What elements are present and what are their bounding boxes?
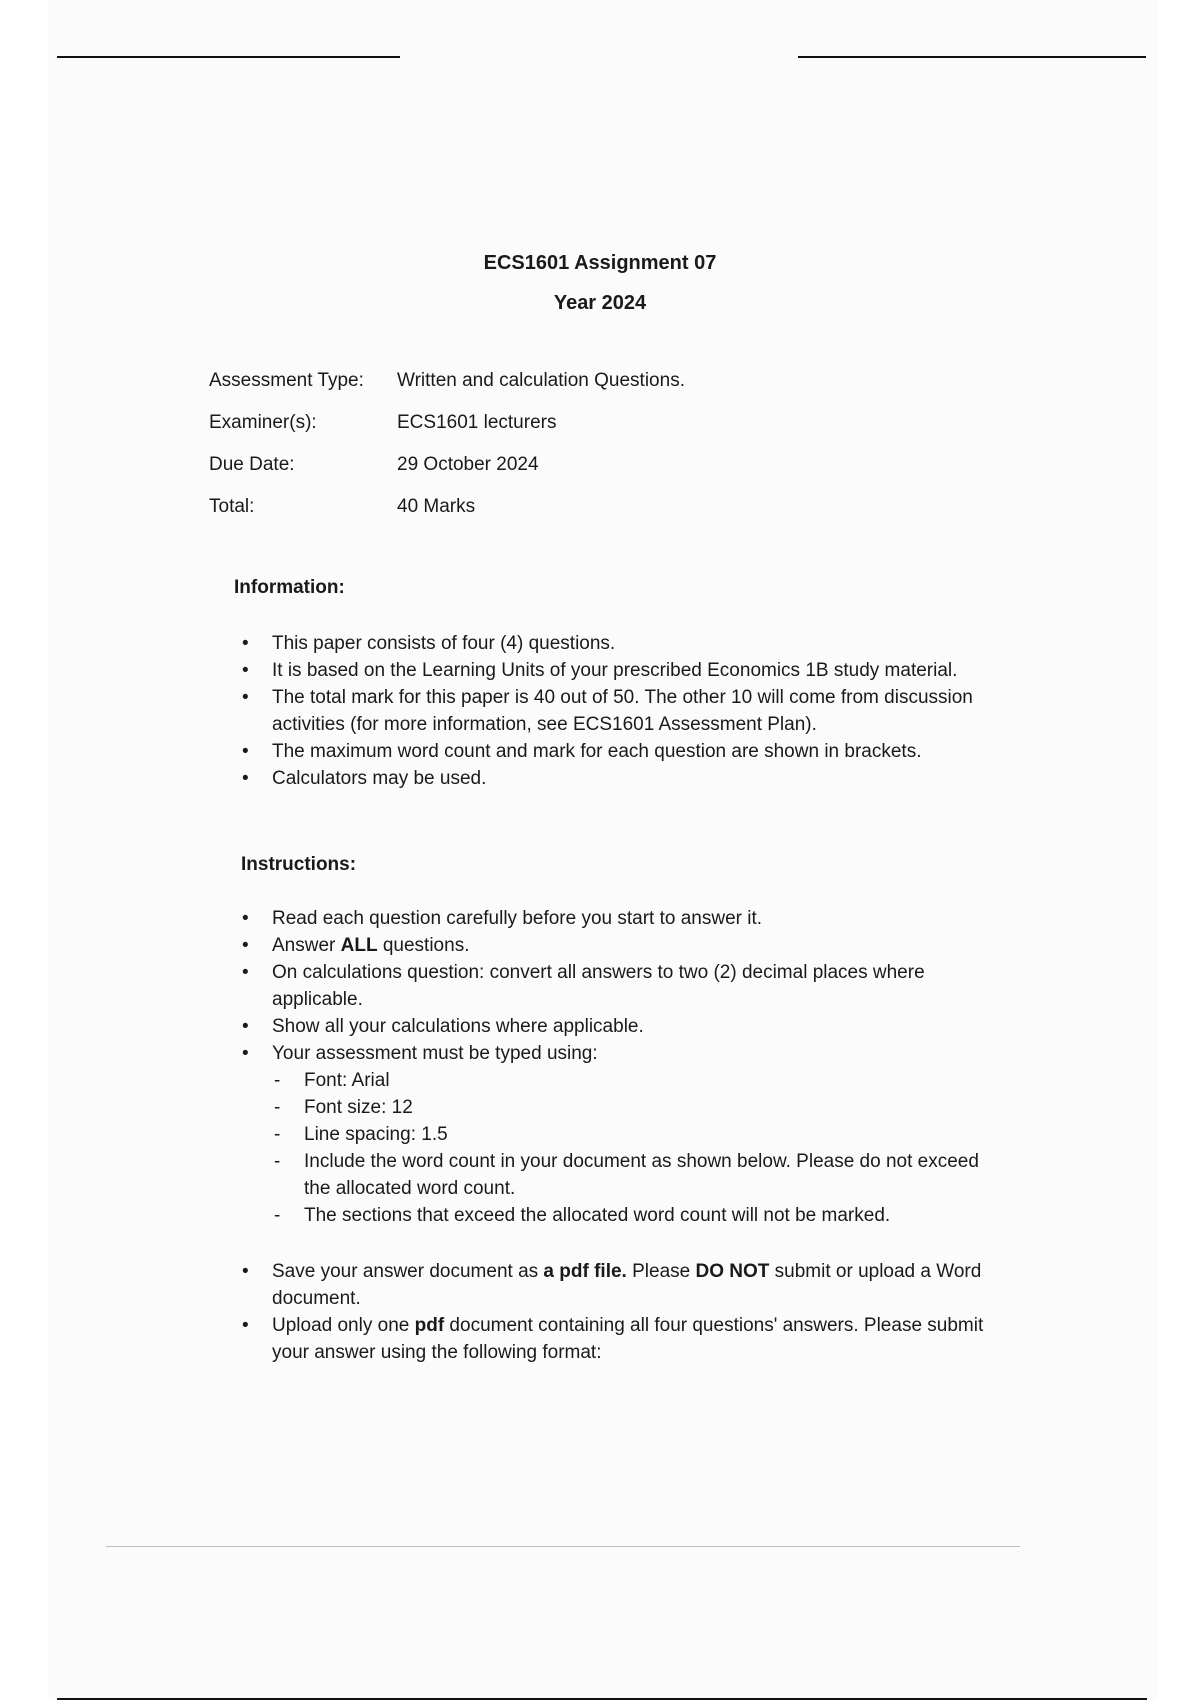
meta-label: Total:: [209, 496, 255, 517]
footer-divider: [106, 1546, 1020, 1547]
meta-label: Due Date:: [209, 454, 295, 475]
list-item: [240, 1312, 1000, 1366]
sublist-item: - Include the word count in your document as shown below. Please do not exceed the allocated word count.: [272, 1148, 1000, 1202]
meta-row-total: [209, 496, 685, 538]
list-item: • The total mark for this paper is 40 out of 50. The other 10 will come from discussion activities (for more information, see ECS1601 Assessment Plan).: [240, 684, 1000, 738]
emphasis: a pdf file.: [543, 1261, 627, 1282]
text: Please: [626, 1261, 696, 1282]
emphasis: pdf: [414, 1315, 445, 1336]
emphasis: DO NOT: [695, 1261, 770, 1282]
sublist-item: - Font: Arial: [272, 1067, 1000, 1094]
meta-label: Examiner(s):: [209, 412, 317, 433]
sublist-item: - The sections that exceed the allocated word count will not be marked.: [272, 1202, 1000, 1229]
list-item: • On calculations question: convert all answers to two (2) decimal places where applicable.: [240, 959, 1000, 1013]
meta-value: 29 October 2024: [397, 454, 539, 475]
list-item: • Show all your calculations where applicable.: [240, 1013, 1000, 1040]
meta-value: ECS1601 lecturers: [397, 412, 557, 433]
text: Upload only one: [272, 1315, 415, 1336]
meta-row-due-date: [209, 454, 685, 496]
text: submit or upload a Word document.: [272, 1261, 982, 1309]
list-item: • The maximum word count and mark for each question are shown in brackets.: [240, 738, 1000, 765]
header-rule-right: [798, 56, 1146, 58]
information-heading: Information:: [234, 577, 345, 598]
list-item: [240, 932, 1000, 959]
meta-value: Written and calculation Questions.: [397, 370, 685, 391]
list-item: • Calculators may be used.: [240, 765, 1000, 792]
list-item: • This paper consists of four (4) questions.: [240, 630, 1000, 657]
text: Save your answer document as: [272, 1261, 544, 1282]
document-title: ECS1601 Assignment 07: [483, 252, 717, 274]
text: Your assessment must be typed using:: [272, 1043, 598, 1064]
emphasis: ALL: [340, 935, 378, 956]
meta-row-examiner: [209, 412, 685, 454]
information-list: [240, 630, 1000, 792]
meta-label: Assessment Type:: [209, 370, 364, 391]
meta-value: 40 Marks: [397, 496, 476, 517]
text: document containing all four questions' answers. Please submit your answer using the following format:: [272, 1315, 984, 1363]
header-rule-left: [57, 56, 400, 58]
sublist-item: - Font size: 12: [272, 1094, 1000, 1121]
formatting-sublist: [272, 1067, 1000, 1229]
list-item: • Read each question carefully before you start to answer it.: [240, 905, 1000, 932]
meta-row-type: [209, 370, 685, 412]
text: Answer: [272, 935, 341, 956]
list-item: • It is based on the Learning Units of your prescribed Economics 1B study material.: [240, 657, 1000, 684]
sublist-item: - Line spacing: 1.5: [272, 1121, 1000, 1148]
list-item: [240, 1040, 1000, 1258]
text: questions.: [377, 935, 470, 956]
instructions-heading: Instructions:: [241, 854, 357, 875]
list-item: [240, 1258, 1000, 1312]
instructions-list: [240, 905, 1000, 1366]
document-year: Year 2024: [553, 292, 647, 314]
assessment-details: [209, 370, 685, 538]
